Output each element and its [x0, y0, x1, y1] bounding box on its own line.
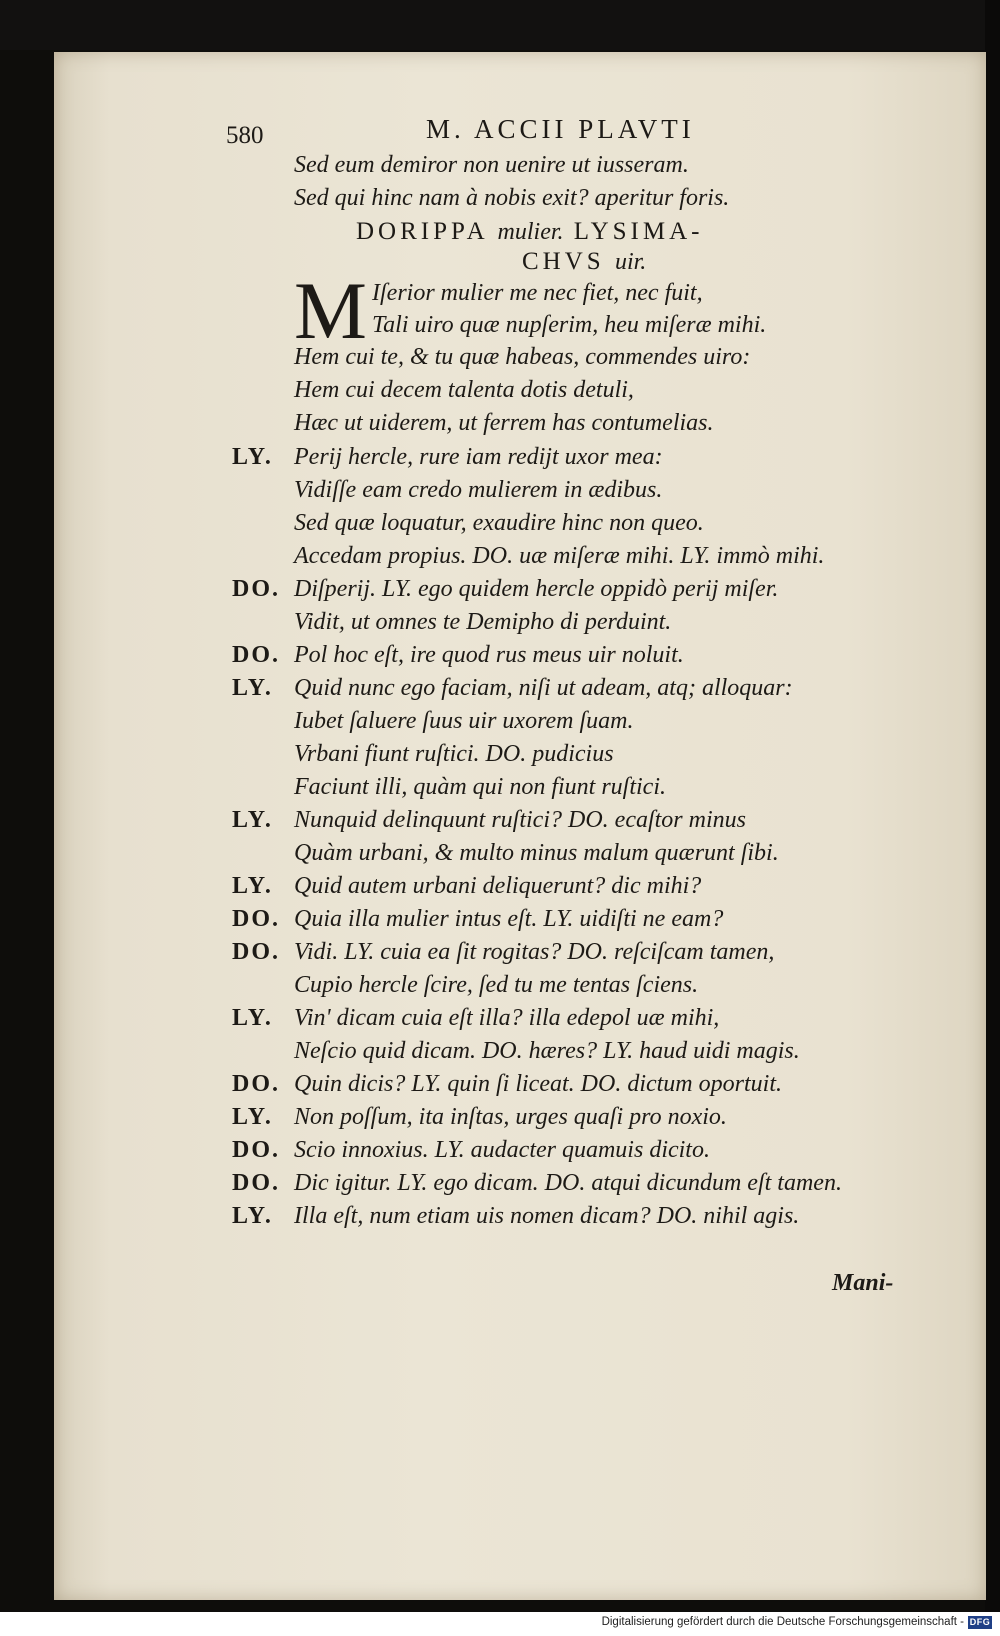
speaker-label: DO. [232, 642, 280, 668]
drop-cap: M [294, 265, 367, 356]
scan-border-top [0, 0, 1000, 50]
speaker-label: DO. [232, 576, 280, 602]
verse-line: Pol hoc eſt, ire quod rus meus uir noluit. [294, 642, 684, 668]
verse-line: Quia illa mulier intus eſt. LY. uidiſti ne eam? [294, 906, 724, 932]
verse-line: Hem cui decem talenta dotis detuli, [294, 377, 634, 403]
book-page [54, 52, 986, 1600]
verse-line: Vidiſſe eam credo mulierem in ædibus. [294, 477, 663, 503]
page-text [54, 52, 986, 1600]
speaker-label: LY. [232, 444, 273, 470]
verse-line: Diſperij. LY. ego quidem hercle oppidò perij miſer. [294, 576, 779, 602]
verse-line: Vrbani fiunt ruſtici. DO. pudicius [294, 741, 614, 767]
heading-name-dorippa: DORIPPA [356, 218, 488, 245]
heading-name-chvs: CHVS [522, 248, 605, 275]
footer-credit-text: Digitalisierung gefördert durch die Deutsche Forschungsgemeinschaft - [601, 1616, 964, 1628]
verse-line: Vin' dicam cuia eſt illa? illa edepol uæ mihi, [294, 1005, 720, 1031]
verse-line: Sed eum demiror non uenire ut iusseram. [294, 152, 689, 178]
verse-line: Cupio hercle ſcire, ſed tu me tentas ſciens. [294, 972, 699, 998]
verse-line: Illa eſt, num etiam uis nomen dicam? DO. nihil agis. [294, 1203, 800, 1229]
verse-line: Quid nunc ego faciam, niſi ut adeam, atq; alloquar: [294, 675, 793, 701]
speaker-label: DO. [232, 1170, 280, 1196]
verse-line: Vidi. LY. cuia ea ſit rogitas? DO. reſciſcam tamen, [294, 939, 775, 965]
verse-line: Tali uiro quæ nupſerim, heu miſeræ mihi. [372, 312, 767, 338]
verse-line: Vidit, ut omnes te Demipho di perduint. [294, 609, 672, 635]
verse-line: Quid autem urbani deliquerunt? dic mihi? [294, 873, 702, 899]
verse-line: Iubet ſaluere ſuus uir uxorem ſuam. [294, 708, 634, 734]
dfg-logo: DFG [969, 1617, 991, 1627]
verse-line: Sed quæ loquatur, exaudire hinc non queo. [294, 510, 704, 536]
verse-line: Sed qui hinc nam à nobis exit? aperitur foris. [294, 185, 730, 211]
verse-line: Dic igitur. LY. ego dicam. DO. atqui dicundum eſt tamen. [294, 1170, 842, 1196]
running-head: M. ACCII PLAVTI [426, 114, 695, 144]
verse-line: Non poſſum, ita inſtas, urges quaſi pro noxio. [294, 1104, 727, 1130]
speaker-label: LY. [232, 1005, 273, 1031]
verse-line: Neſcio quid dicam. DO. hæres? LY. haud uidi magis. [294, 1038, 800, 1064]
speaker-label: LY. [232, 873, 273, 899]
scene-heading-1 [356, 218, 703, 246]
heading-name-lysima: LYSIMA- [573, 218, 704, 245]
heading-role-uir: uir. [614, 249, 647, 275]
speaker-label: DO. [232, 906, 280, 932]
speaker-label: DO. [232, 939, 280, 965]
folio-number: 580 [226, 122, 264, 149]
speaker-label: LY. [232, 807, 273, 833]
speaker-label: DO. [232, 1071, 280, 1097]
speaker-label: LY. [232, 1104, 273, 1130]
scan-border-right [985, 0, 1000, 1636]
verse-line: Quàm urbani, & multo minus malum quærunt ſibi. [294, 840, 779, 866]
verse-line: Quin dicis? LY. quin ſi liceat. DO. dictum oportuit. [294, 1071, 782, 1097]
verse-line: Hem cui te, & tu quæ habeas, commendes uiro: [294, 344, 751, 370]
verse-line: Iſerior mulier me nec fiet, nec fuit, [372, 280, 703, 306]
verse-line: Accedam propius. DO. uæ miſeræ mihi. LY. immò mihi. [294, 543, 825, 569]
verse-line: Hæc ut uiderem, ut ferrem has contumelias. [294, 410, 714, 436]
speaker-label: DO. [232, 1137, 280, 1163]
digitization-footer [0, 1612, 1000, 1636]
catchword: Mani- [832, 1270, 894, 1296]
verse-line: Nunquid delinquunt ruſtici? DO. ecaſtor minus [294, 807, 746, 833]
speaker-label: LY. [232, 675, 273, 701]
scene-heading-2 [522, 248, 646, 276]
verse-line: Perij hercle, rure iam redijt uxor mea: [294, 444, 663, 470]
verse-line: Faciunt illi, quàm qui non fiunt ruſtici. [294, 774, 666, 800]
heading-role-mulier: mulier. [497, 219, 564, 245]
verse-line: Scio innoxius. LY. audacter quamuis dicito. [294, 1137, 710, 1163]
speaker-label: LY. [232, 1203, 273, 1229]
